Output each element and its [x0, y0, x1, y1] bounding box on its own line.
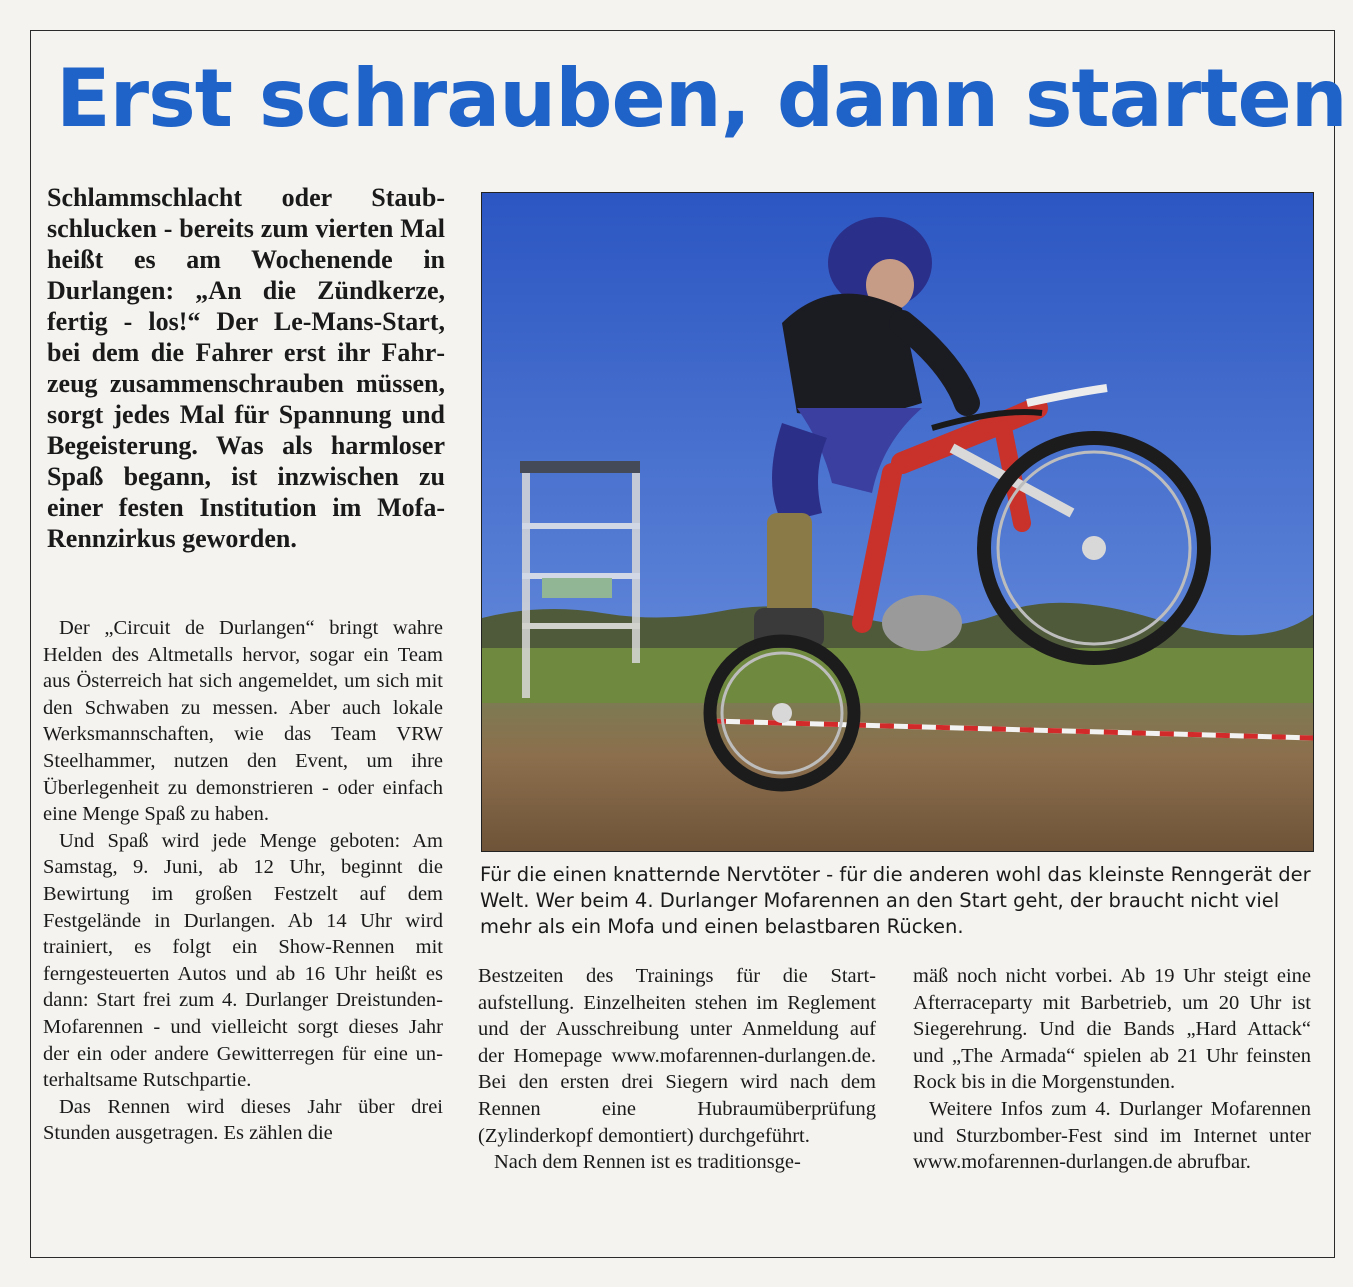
- body-paragraph: Der „Circuit de Durlangen“ bringt wahre Helden des Altmetalls hervor, sogar ein Team aus Österreich hat sich angemeldet, um sich mit den Schwaben zu messen. Aber auch lokale Werksmannschaften, wie das Team VRW Steelhammer, nutzen den Event, um ihre Überlegenheit zu demonstrieren - oder einfach eine Menge Spaß zu haben.: [43, 617, 443, 826]
- body-paragraph: mäß noch nicht vorbei. Ab 19 Uhr steigt eine Afterraceparty mit Barbetrieb, um 20 Uhr ist Siegerehrung. Und die Bands „Hard Attack“ und „The Armada“ spielen ab 21 Uhr feinsten Rock bis in die Morgenstunden.: [913, 965, 1311, 1094]
- body-paragraph: Und Spaß wird jede Menge geboten: Am Samstag, 9. Juni, ab 12 Uhr, beginnt die Bewirtung im großen Festzelt auf dem Festgelände in Durlangen. Ab 14 Uhr wird trainiert, es folgt ein Show-Rennen mit ferngesteuerten Autos und ab 16 Uhr heißt es dann: Start frei zum 4. Durlanger Dreistunden-Mofarennen - und vielleicht sorgt dieses Jahr der ein oder andere Gewitterregen für eine unterhaltsame Rutschpartie.: [43, 829, 443, 1092]
- body-paragraph: Weitere Infos zum 4. Durlanger Mofarennen und Sturzbomber-Fest sind im Internet unter www.mofarennen-durlangen.de abrufbar.: [913, 1097, 1311, 1174]
- photo-caption: Für die einen knatternde Nervtöter - für die anderen wohl das kleinste Renngerät der Welt. Wer beim 4. Durlanger Mofarennen an den Start geht, der braucht nicht viel mehr als ein Mofa und einen belastbaren Rücken.: [480, 863, 1311, 938]
- body-paragraph: Nach dem Rennen ist es traditionsge-: [494, 1151, 801, 1174]
- mofa-rider-illustration: [482, 193, 1314, 852]
- article-headline: Erst schrauben, dann starten: [56, 52, 1347, 145]
- article-lead: Schlammschlacht oder Staubschlucken - bereits zum vierten Mal heißt es am Wochenende in Durlangen: „An die Zündkerze, fertig - los!“ Der Le-Mans-Start, bei dem die Fahrer erst ihr Fahrzeug zusammenschrauben müssen, sorgt jedes Mal für Spannung und Begeisterung. Was als harmloser Spaß begann, ist inzwischen zu einer festen Institution im Mofa-Rennzirkus geworden.: [47, 183, 445, 553]
- body-paragraph: Bestzeiten des Trainings für die Startaufstellung. Einzelheiten stehen im Reglement und der Ausschreibung unter Anmeldung auf der Homepage www.mofarennen-durlangen.de. Bei den ersten drei Siegern wird nach dem Rennen eine Hubraumüberprüfung (Zylinderkopf demontiert) durchgeführt.: [478, 965, 876, 1147]
- body-column-3: [913, 963, 1311, 1176]
- body-column-2: [478, 963, 876, 1176]
- body-paragraph: Das Rennen wird dieses Jahr über drei Stunden ausgetragen. Es zählen die: [43, 1095, 443, 1145]
- race-photo: [481, 192, 1314, 852]
- body-column-1: [43, 615, 443, 1147]
